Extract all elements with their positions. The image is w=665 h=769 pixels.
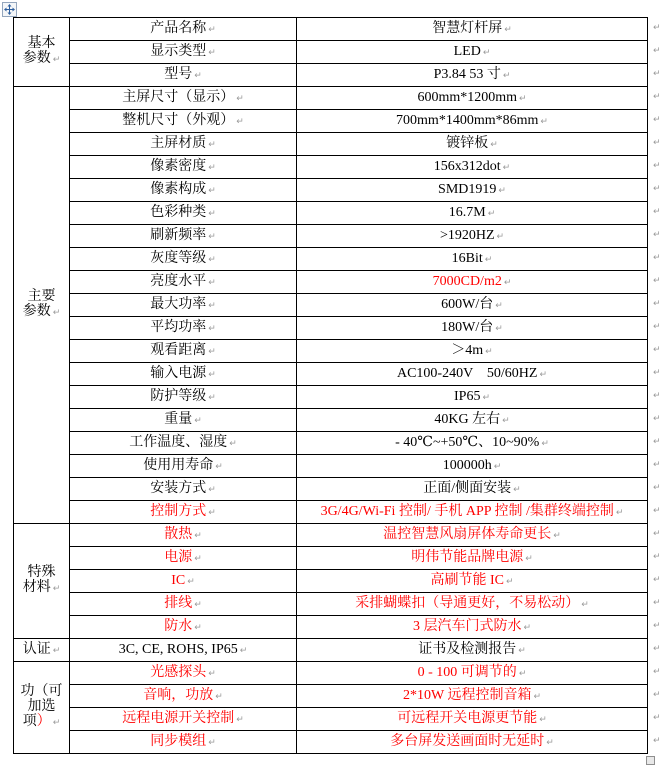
spec-table-body [14,18,648,754]
end-of-cell-mark-icon: ↵ [518,645,526,656]
end-of-cell-mark-icon: ↵ [194,553,202,564]
category-label-line [16,566,67,581]
param-label-cell [70,731,297,754]
end-of-cell-mark-icon: ↵ [208,139,216,150]
end-of-row-mark-icon: ↵ [653,161,661,171]
category-cell-2 [14,524,70,639]
table-row [14,685,648,708]
param-value: 40KG 左右 [434,411,501,427]
end-of-cell-mark-icon: ↵ [187,576,195,587]
end-of-cell-mark-icon: ↵ [615,507,624,518]
end-of-cell-mark-icon: ↵ [519,93,527,104]
end-of-row-mark-icon: ↵ [653,276,661,286]
param-value-cell [297,110,648,133]
end-of-cell-mark-icon: ↵ [215,461,223,472]
end-of-cell-mark-icon: ↵ [208,507,216,518]
end-of-cell-mark-icon: ↵ [208,369,216,380]
end-of-row-mark-icon: ↵ [653,230,661,240]
end-of-cell-mark-icon: ↵ [581,599,589,610]
end-of-row-mark-icon: ↵ [653,506,661,516]
category-label-line [16,643,67,658]
param-label-cell [70,432,297,455]
param-label: 主屏材质 [150,135,207,151]
end-of-cell-mark-icon: ↵ [540,116,548,127]
param-value-cell [297,708,648,731]
param-value-cell [297,409,648,432]
table-row [14,547,648,570]
end-of-row-mark-icon: ↵ [653,207,661,217]
end-of-cell-mark-icon: ↵ [539,369,548,380]
param-value: 16Bit [451,250,483,266]
end-of-cell-mark-icon: ↵ [194,599,202,610]
category-cell-4 [14,662,70,754]
param-label-cell [70,501,297,524]
param-value-cell [297,731,648,754]
param-label: 同步模组 [150,733,207,749]
param-label: 防水 [164,618,193,634]
end-of-row-mark-icon: ↵ [653,46,661,56]
end-of-cell-mark-icon: ↵ [523,622,532,633]
end-of-cell-mark-icon: ↵ [194,530,202,541]
end-of-cell-mark-icon: ↵ [52,308,61,318]
param-label: 使用用寿命 [143,457,214,473]
end-of-row-mark-icon: ↵ [653,713,661,723]
param-label: 远程电源开关控制 [122,710,235,726]
end-of-cell-mark-icon: ↵ [504,24,512,35]
table-row [14,363,648,386]
param-label-cell [70,455,297,478]
end-of-cell-mark-icon: ↵ [208,162,216,173]
param-label: 显示类型 [150,43,207,59]
end-of-cell-mark-icon: ↵ [490,139,498,150]
param-label-cell [70,524,297,547]
param-label-cell [70,225,297,248]
end-of-cell-mark-icon: ↵ [208,254,216,265]
param-label: 色彩种类 [150,204,207,220]
end-of-cell-mark-icon: ↵ [525,553,533,564]
table-row [14,478,648,501]
param-value-cell [297,271,648,294]
end-of-cell-mark-icon: ↵ [493,461,502,472]
param-label-cell [70,133,297,156]
end-of-cell-mark-icon: ↵ [208,392,216,403]
end-of-row-mark-icon: ↵ [653,483,661,493]
param-value-cell [297,41,648,64]
table-row [14,156,648,179]
end-of-cell-mark-icon: ↵ [239,645,248,656]
param-label: 像素构成 [150,181,207,197]
param-value: 3 层汽车门式防水 [412,618,522,634]
end-of-row-mark-icon: ↵ [653,253,661,263]
param-label-cell [70,547,297,570]
table-row [14,340,648,363]
category-label-line [16,290,67,305]
end-of-row-mark-icon: ↵ [653,69,661,79]
table-row [14,432,648,455]
table-row [14,731,648,754]
param-label: 3C, CE, ROHS, IP65 [118,641,238,657]
param-label-cell [70,685,297,708]
param-value: 多台屏发送画面时无延时 [390,733,545,749]
table-move-handle-icon[interactable] [2,2,17,17]
param-value-cell [297,225,648,248]
end-of-cell-mark-icon: ↵ [208,668,216,679]
param-label: 控制方式 [150,503,207,519]
category-label-segment: 参数 [22,51,51,66]
param-label: 刷新频率 [150,227,207,243]
end-of-row-mark-icon: ↵ [653,23,661,33]
param-label: 输入电源 [150,365,207,381]
param-value: ＞4m [451,342,484,358]
category-label-segment: 功（可 [20,684,63,700]
param-value-cell [297,317,648,340]
param-label-cell [70,363,297,386]
param-value: 0 - 100 可调节的 [417,664,517,680]
end-of-row-mark-icon: ↵ [653,299,661,309]
category-cell-1 [14,87,70,524]
end-of-cell-mark-icon: ↵ [503,277,512,288]
table-row [14,317,648,340]
param-value-cell [297,363,648,386]
end-of-row-mark-icon: ↵ [653,437,661,447]
end-of-cell-mark-icon: ↵ [194,622,202,633]
param-value: 700mm*1400mm*86mm [396,112,539,128]
param-value-cell [297,64,648,87]
param-value: 180W/台 [441,319,494,335]
param-label-cell [70,570,297,593]
param-value: 2*10W 远程控制音箱 [402,687,532,703]
param-label: 产品名称 [150,20,207,36]
param-label-cell [70,294,297,317]
end-of-row-mark-icon: ↵ [653,690,661,700]
param-value-cell [297,340,648,363]
table-row [14,202,648,225]
param-value: LED [453,43,481,59]
param-value: 156x312dot [433,158,501,174]
end-of-cell-mark-icon: ↵ [553,530,561,541]
table-row [14,593,648,616]
end-of-cell-mark-icon: ↵ [482,47,491,58]
end-of-row-mark-icon: ↵ [653,184,661,194]
param-label: 灰度等级 [150,250,207,266]
category-cell-0 [14,18,70,87]
end-of-cell-mark-icon: ↵ [502,162,511,173]
param-label-cell [70,271,297,294]
end-of-cell-mark-icon: ↵ [208,208,216,219]
end-of-row-mark-icon: ↵ [653,138,661,148]
param-label-cell [70,340,297,363]
category-label-segment: 主要 [27,289,56,305]
end-of-row-mark-icon: ↵ [653,529,661,539]
end-of-row-mark-icon: ↵ [653,345,661,355]
category-label-line [16,715,67,730]
end-of-row-mark-icon: ↵ [653,322,661,332]
param-value: - 40℃~+50℃、10~90% [395,434,540,450]
end-of-row-mark-icon: ↵ [653,92,661,102]
param-label: 亮度水平 [150,273,207,289]
param-value-cell [297,616,648,639]
param-label-cell [70,616,297,639]
end-of-cell-mark-icon: ↵ [546,737,554,748]
category-label-segment: 材料 [22,580,51,595]
end-of-row-mark-icon: ↵ [653,644,661,654]
param-value: AC100-240V 50/60HZ [396,365,538,381]
end-of-cell-mark-icon: ↵ [208,47,216,58]
category-label-segment: ） [36,713,51,729]
end-of-cell-mark-icon: ↵ [52,584,61,594]
param-value-cell [297,524,648,547]
end-of-cell-mark-icon: ↵ [496,231,505,242]
param-label-cell [70,662,297,685]
category-label-line [16,37,67,52]
end-of-cell-mark-icon: ↵ [208,185,216,196]
param-label: 排线 [164,595,193,611]
param-label: 主屏尺寸（显示） [122,89,235,105]
param-label: 型号 [164,66,193,82]
end-of-row-mark-icon: ↵ [653,552,661,562]
param-label-cell [70,202,297,225]
param-value: 明伟节能品牌电源 [411,549,524,565]
end-of-cell-mark-icon: ↵ [518,668,527,679]
param-label-cell [70,593,297,616]
table-row [14,87,648,110]
end-of-cell-mark-icon: ↵ [52,717,61,728]
end-of-cell-mark-icon: ↵ [498,185,506,196]
end-of-cell-mark-icon: ↵ [194,70,202,81]
end-of-cell-mark-icon: ↵ [541,438,549,449]
param-label: IC [171,572,186,588]
param-value-cell [297,386,648,409]
param-value: 600W/台 [441,296,494,312]
end-of-cell-mark-icon: ↵ [236,714,244,725]
table-row [14,225,648,248]
param-label-cell [70,708,297,731]
param-value-cell [297,662,648,685]
param-label-cell [70,409,297,432]
category-label-segment: 加选 [27,699,56,715]
param-label-cell [70,87,297,110]
param-value-cell [297,501,648,524]
param-value: 16.7M [448,204,486,220]
end-of-cell-mark-icon: ↵ [484,254,493,265]
table-row [14,64,648,87]
end-of-cell-mark-icon: ↵ [236,93,244,104]
end-of-cell-mark-icon: ↵ [487,208,496,219]
spec-table [13,17,648,754]
table-row [14,616,648,639]
param-value-cell [297,547,648,570]
param-label: 电源 [164,549,193,565]
param-label: 安装方式 [150,480,207,496]
param-value: 7000CD/m2 [432,273,502,289]
param-label: 最大功率 [150,296,207,312]
table-row [14,179,648,202]
end-of-cell-mark-icon: ↵ [502,415,510,426]
table-row [14,41,648,64]
param-value: 100000h [442,457,492,473]
end-of-row-mark-icon: ↵ [653,667,661,677]
param-label-cell [70,317,297,340]
param-value: 高刷节能 IC [430,572,504,588]
end-of-cell-mark-icon: ↵ [485,346,493,357]
end-of-row-mark-icon: ↵ [653,391,661,401]
end-of-cell-mark-icon: ↵ [215,691,223,702]
param-value-cell [297,87,648,110]
param-value-cell [297,455,648,478]
end-of-cell-mark-icon: ↵ [539,714,547,725]
param-label-cell [70,478,297,501]
param-label-cell [70,248,297,271]
end-of-cell-mark-icon: ↵ [208,24,216,35]
param-value: 3G/4G/Wi-Fi 控制/ 手机 APP 控制 /集群终端控制 [320,503,614,519]
move-arrows-icon [4,4,15,15]
param-value: 温控智慧风扇屏体寿命更长 [383,526,552,542]
param-value: P3.84 53 寸 [433,66,501,82]
category-label-segment: 项 [22,713,37,729]
category-label-line [16,581,67,596]
end-of-cell-mark-icon: ↵ [236,116,244,127]
end-of-cell-mark-icon: ↵ [513,484,521,495]
param-value-cell [297,685,648,708]
param-label-cell [70,64,297,87]
end-of-row-mark-icon: ↵ [653,368,661,378]
table-row [14,294,648,317]
end-of-row-mark-icon: ↵ [653,414,661,424]
param-label: 像素密度 [150,158,207,174]
param-value: 智慧灯杆屏 [432,20,503,36]
param-value-cell [297,593,648,616]
param-label: 音响，功放 [143,687,214,703]
end-of-cell-mark-icon: ↵ [208,231,216,242]
end-of-cell-mark-icon: ↵ [52,645,61,656]
param-value-cell [297,294,648,317]
param-value: >1920HZ [439,227,495,243]
table-row [14,386,648,409]
table-row [14,455,648,478]
param-value-cell [297,18,648,41]
param-value: 采排蝴蝶扣（导通更好，不易松动） [355,595,580,611]
end-of-cell-mark-icon: ↵ [52,55,61,65]
param-value-cell [297,478,648,501]
end-of-row-mark-icon: ↵ [653,115,661,125]
param-value-cell [297,179,648,202]
param-label: 观看距离 [150,342,207,358]
table-row [14,570,648,593]
param-value-cell [297,248,648,271]
param-label-cell [70,156,297,179]
end-of-cell-mark-icon: ↵ [533,691,541,702]
end-of-cell-mark-icon: ↵ [229,438,237,449]
end-of-cell-mark-icon: ↵ [208,300,216,311]
table-row [14,133,648,156]
end-of-cell-mark-icon: ↵ [208,484,216,495]
end-of-row-mark-icon: ↵ [653,736,661,746]
param-value-cell [297,156,648,179]
param-label-cell [70,386,297,409]
param-label: 防护等级 [150,388,207,404]
table-row [14,271,648,294]
category-label-segment: 基本 [27,36,56,52]
end-of-cell-mark-icon: ↵ [208,323,216,334]
category-label-line [16,685,67,700]
param-label: 重量 [164,411,193,427]
end-of-cell-mark-icon: ↵ [495,323,503,334]
param-value-cell [297,202,648,225]
table-resize-handle[interactable] [646,756,655,765]
param-value: 镀锌板 [446,135,489,151]
param-label-cell [70,41,297,64]
param-label: 整机尺寸（外观） [122,112,235,128]
param-label-cell [70,110,297,133]
param-label: 平均功率 [150,319,207,335]
end-of-cell-mark-icon: ↵ [482,392,490,403]
table-row [14,18,648,41]
category-cell-3 [14,639,70,662]
param-value: 证书及检测报告 [418,641,517,657]
category-label-segment: 特殊 [27,565,56,581]
table-row [14,708,648,731]
table-row [14,662,648,685]
category-label-segment: 参数 [22,304,51,319]
param-value: 600mm*1200mm [417,89,517,105]
param-label: 散热 [164,526,193,542]
end-of-cell-mark-icon: ↵ [194,415,202,426]
param-label-cell [70,18,297,41]
category-label-line [16,305,67,320]
param-value: 可远程开关电源更节能 [397,710,538,726]
end-of-row-mark-icon: ↵ [653,598,661,608]
end-of-cell-mark-icon: ↵ [208,346,216,357]
param-value: IP65 [454,388,481,404]
end-of-row-mark-icon: ↵ [653,575,661,585]
end-of-row-mark-icon: ↵ [653,460,661,470]
end-of-cell-mark-icon: ↵ [208,737,216,748]
end-of-cell-mark-icon: ↵ [505,576,514,587]
end-of-cell-mark-icon: ↵ [502,70,511,81]
param-value-cell [297,570,648,593]
param-label-cell [70,179,297,202]
param-value-cell [297,639,648,662]
table-row [14,248,648,271]
param-label: 光感探头 [150,664,207,680]
table-row [14,409,648,432]
end-of-cell-mark-icon: ↵ [208,277,216,288]
category-label-segment: 认证 [22,641,51,657]
param-value-cell [297,133,648,156]
end-of-cell-mark-icon: ↵ [495,300,503,311]
param-label: 工作温度、湿度 [129,434,228,450]
table-row [14,501,648,524]
category-label-line [16,700,67,715]
table-row [14,110,648,133]
end-of-row-mark-icon: ↵ [653,621,661,631]
param-value-cell [297,432,648,455]
param-label-cell [70,639,297,662]
param-value: 正面/侧面安装 [423,480,512,496]
table-row [14,524,648,547]
param-value: SMD1919 [438,181,497,197]
category-label-line [16,52,67,67]
table-row [14,639,648,662]
